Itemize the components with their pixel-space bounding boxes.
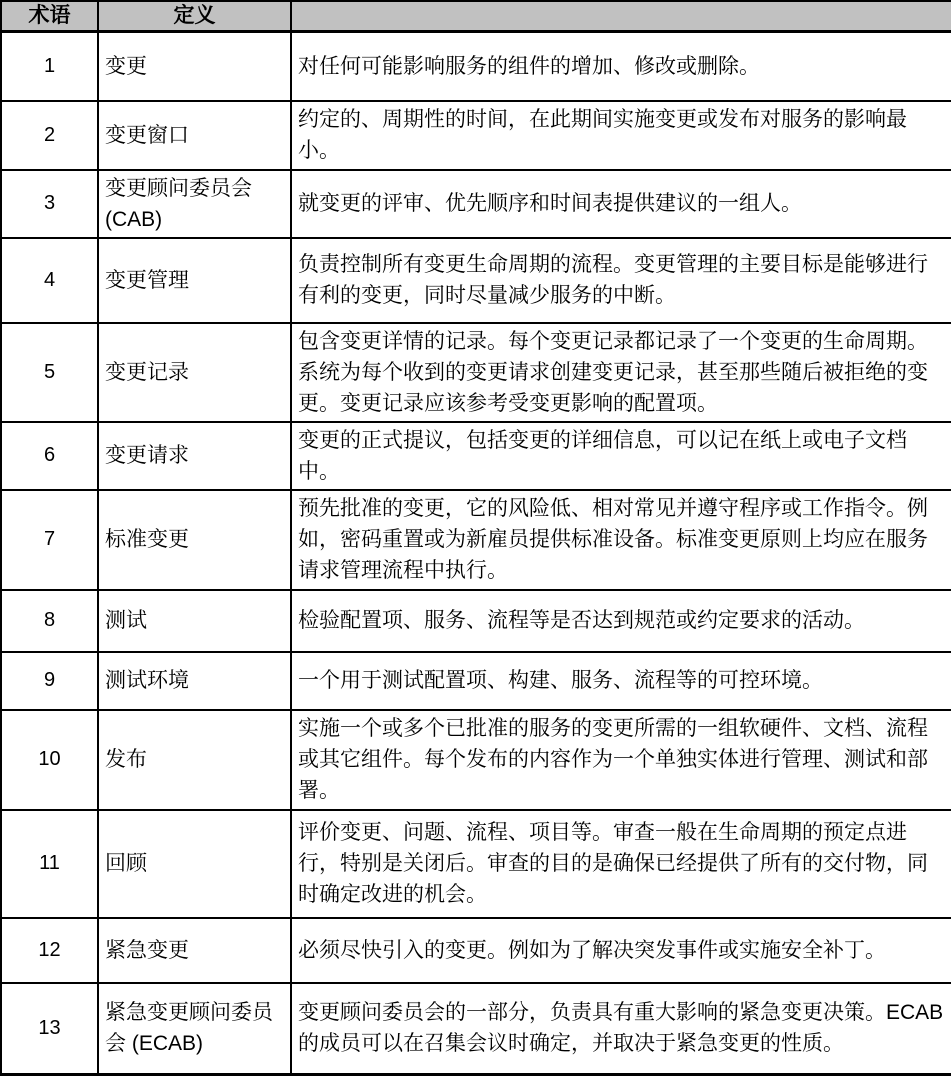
term-number-cell: 6 xyxy=(1,422,98,490)
term-cell: 回顾 xyxy=(98,810,291,918)
definition-cell: 评价变更、问题、流程、项目等。审查一般在生命周期的预定点进行，特别是关闭后。审查的目的是确保已经提供了所有的交付物，同时确定改进的机会。 xyxy=(291,810,951,918)
term-cell: 变更请求 xyxy=(98,422,291,490)
term-cell: 标准变更 xyxy=(98,490,291,590)
table-row xyxy=(1,323,951,422)
term-number-cell: 10 xyxy=(1,710,98,810)
definition-cell: 检验配置项、服务、流程等是否达到规范或约定要求的活动。 xyxy=(291,590,951,652)
header-term: 术语 xyxy=(1,1,98,32)
definition-cell: 实施一个或多个已批准的服务的变更所需的一组软硬件、文档、流程或其它组件。每个发布的内容作为一个单独实体进行管理、测试和部署。 xyxy=(291,710,951,810)
term-number-cell: 2 xyxy=(1,101,98,170)
term-number-cell: 3 xyxy=(1,170,98,238)
table-row xyxy=(1,710,951,810)
table-row xyxy=(1,590,951,652)
header-row xyxy=(1,1,951,32)
definition-cell: 一个用于测试配置项、构建、服务、流程等的可控环境。 xyxy=(291,652,951,710)
term-number-cell: 13 xyxy=(1,983,98,1075)
term-number-cell: 4 xyxy=(1,238,98,323)
term-number-cell: 9 xyxy=(1,652,98,710)
table-row xyxy=(1,238,951,323)
definition-cell: 包含变更详情的记录。每个变更记录都记录了一个变更的生命周期。系统为每个收到的变更请求创建变更记录，甚至那些随后被拒绝的变更。变更记录应该参考受变更影响的配置项。 xyxy=(291,323,951,422)
definition-cell: 变更的正式提议，包括变更的详细信息，可以记在纸上或电子文档中。 xyxy=(291,422,951,490)
term-cell: 变更 xyxy=(98,32,291,101)
definition-cell: 必须尽快引入的变更。例如为了解决突发事件或实施安全补丁。 xyxy=(291,918,951,983)
definition-cell: 负责控制所有变更生命周期的流程。变更管理的主要目标是能够进行有利的变更，同时尽量减少服务的中断。 xyxy=(291,238,951,323)
term-cell: 变更窗口 xyxy=(98,101,291,170)
table-row xyxy=(1,810,951,918)
table-row xyxy=(1,422,951,490)
term-number-cell: 1 xyxy=(1,32,98,101)
term-cell: 发布 xyxy=(98,710,291,810)
table-row xyxy=(1,983,951,1075)
term-number-cell: 8 xyxy=(1,590,98,652)
table-row xyxy=(1,918,951,983)
definition-cell: 约定的、周期性的时间，在此期间实施变更或发布对服务的影响最小。 xyxy=(291,101,951,170)
table-row xyxy=(1,32,951,101)
table-row xyxy=(1,101,951,170)
term-number-cell: 5 xyxy=(1,323,98,422)
definition-cell: 就变更的评审、优先顺序和时间表提供建议的一组人。 xyxy=(291,170,951,238)
header-blank xyxy=(291,1,951,32)
definition-cell: 变更顾问委员会的一部分，负责具有重大影响的紧急变更决策。ECAB 的成员可以在召集会议时确定，并取决于紧急变更的性质。 xyxy=(291,983,951,1075)
term-cell: 变更顾问委员会 (CAB) xyxy=(98,170,291,238)
term-cell: 变更记录 xyxy=(98,323,291,422)
term-cell: 紧急变更 xyxy=(98,918,291,983)
term-number-cell: 7 xyxy=(1,490,98,590)
table-row xyxy=(1,170,951,238)
term-cell: 紧急变更顾问委员会 (ECAB) xyxy=(98,983,291,1075)
term-cell: 测试 xyxy=(98,590,291,652)
definition-cell: 预先批准的变更，它的风险低、相对常见并遵守程序或工作指令。例如，密码重置或为新雇员提供标准设备。标准变更原则上均应在服务请求管理流程中执行。 xyxy=(291,490,951,590)
term-number-cell: 12 xyxy=(1,918,98,983)
definition-cell: 对任何可能影响服务的组件的增加、修改或删除。 xyxy=(291,32,951,101)
term-cell: 测试环境 xyxy=(98,652,291,710)
term-cell: 变更管理 xyxy=(98,238,291,323)
table-row xyxy=(1,490,951,590)
term-number-cell: 11 xyxy=(1,810,98,918)
table-row xyxy=(1,652,951,710)
header-definition: 定义 xyxy=(98,1,291,32)
